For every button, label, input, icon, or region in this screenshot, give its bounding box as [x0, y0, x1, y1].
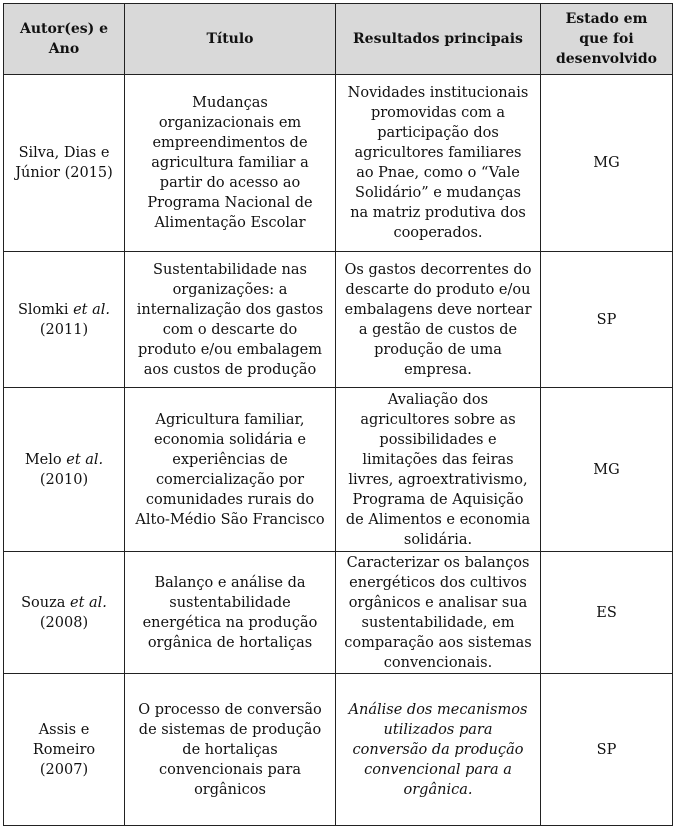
author-etal: et al. — [73, 301, 110, 318]
literature-table — [3, 3, 673, 826]
results-cell: Os gastos decorrentes do descarte do produto e/ou embalagens deve nortear a gestão de custos de produção de uma empresa. — [336, 252, 541, 388]
title-cell: Mudanças organizacionais em empreendimentos de agricultura familiar a partir do acesso ao Programa Nacional de Alimentação Escolar — [125, 75, 336, 252]
header-author: Autor(es) e Ano — [4, 4, 125, 75]
title-cell: O processo de conversão de sistemas de produção de hortaliças convencionais para orgânicos — [125, 674, 336, 826]
author-year: (2010) — [39, 471, 89, 488]
author-year: (2015) — [64, 165, 113, 181]
state-cell: ES — [541, 552, 673, 674]
author-year: (2011) — [39, 321, 89, 338]
author-etal: et al. — [69, 594, 107, 611]
author-names: Souza — [21, 594, 66, 611]
author-year: (2008) — [39, 614, 89, 631]
table-row — [4, 552, 673, 674]
author-names: Assis e Romeiro — [32, 721, 96, 758]
title-cell: Agricultura familiar, economia solidária e experiências de comercialização por comunidades rurais do Alto-Médio São Francisco — [125, 388, 336, 552]
table-body — [4, 75, 673, 826]
author-cell — [4, 552, 125, 674]
table-row — [4, 388, 673, 552]
title-cell: Balanço e análise da sustentabilidade energética na produção orgânica de hortaliças — [125, 552, 336, 674]
table-row — [4, 75, 673, 252]
author-names: Slomki — [17, 301, 69, 318]
state-cell: SP — [541, 252, 673, 388]
author-cell — [4, 75, 125, 252]
header-title: Título — [125, 4, 336, 75]
title-cell: Sustentabilidade nas organizações: a internalização dos gastos com o descarte do produto e/ou embalagem aos custos de produção — [125, 252, 336, 388]
author-cell — [4, 388, 125, 552]
state-cell: MG — [541, 75, 673, 252]
results-cell: Caracterizar os balanços energéticos dos cultivos orgânicos e analisar sua sustentabilidade, em comparação aos sistemas convencionais. — [336, 552, 541, 674]
results-cell: Avaliação dos agricultores sobre as possibilidades e limitações das feiras livres, agroextrativismo, Programa de Aquisição de Alimentos e economia solidária. — [336, 388, 541, 552]
author-names: Silva, Dias e Júnior — [15, 145, 110, 181]
table-row — [4, 674, 673, 826]
state-cell: SP — [541, 674, 673, 826]
author-names: Melo — [24, 451, 62, 468]
results-cell: Análise dos mecanismos utilizados para conversão da produção convencional para a orgânica. — [336, 674, 541, 826]
author-etal: et al. — [66, 451, 104, 468]
header-state: Estado em que foi desenvolvido — [541, 4, 673, 75]
author-cell — [4, 252, 125, 388]
table-row — [4, 252, 673, 388]
table-header — [4, 4, 673, 75]
header-results: Resultados principais — [336, 4, 541, 75]
state-cell: MG — [541, 388, 673, 552]
author-year: (2007) — [39, 761, 89, 778]
header-row — [4, 4, 673, 75]
results-cell: Novidades institucionais promovidas com a participação dos agricultores familiares ao Pnae, como o “Vale Solidário” e mudanças na matriz produtiva dos cooperados. — [336, 75, 541, 252]
author-cell — [4, 674, 125, 826]
